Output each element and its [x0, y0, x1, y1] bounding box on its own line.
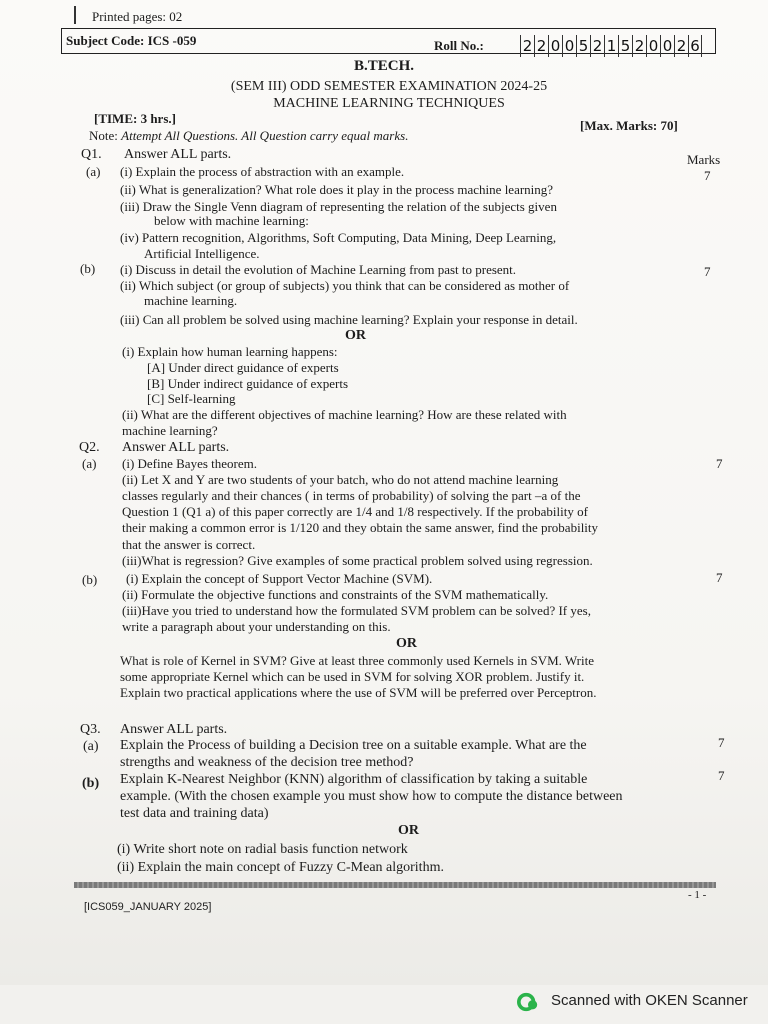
q2a-label: (a) — [82, 456, 97, 471]
roll-digit: 5 — [618, 35, 632, 57]
q3a-label: (a) — [83, 739, 99, 754]
note-text: Attempt All Questions. All Question carry equal marks. — [121, 128, 409, 143]
roll-digit: 0 — [646, 35, 660, 57]
q1a-i: (i) Explain the process of abstraction with an example. — [120, 164, 405, 179]
q1-or-ii-line2: machine learning? — [122, 423, 218, 438]
q2b-i: (i) Explain the concept of Support Vector Machine (SVM). — [126, 571, 433, 586]
q2a-marks: 7 — [716, 456, 723, 471]
q2-or-line1: What is role of Kernel in SVM? Give at least three commonly used Kernels in SVM. Write — [120, 653, 594, 668]
roll-digit: 1 — [604, 35, 618, 57]
roll-digit: 2 — [534, 35, 548, 57]
q3-or-i: (i) Write short note on radial basis function network — [117, 842, 408, 857]
q3b-marks: 7 — [718, 768, 725, 783]
q3a-marks: 7 — [718, 735, 725, 750]
q1-or-i: (i) Explain how human learning happens: — [122, 344, 338, 359]
roll-label: Roll No.: — [434, 38, 484, 53]
q2b-ii: (ii) Formulate the objective functions and constraints of the SVM mathematically. — [122, 587, 549, 602]
subject-code: Subject Code: ICS -059 — [66, 33, 197, 48]
time-label: [TIME: 3 hrs.] — [94, 111, 176, 126]
q2b-marks: 7 — [716, 570, 723, 585]
q3b-label: (b) — [82, 776, 100, 791]
scanner-logo-icon — [517, 991, 539, 1013]
marks-heading: Marks — [687, 152, 721, 167]
roll-digit: 0 — [660, 35, 674, 57]
printed-pages: Printed pages: 02 — [92, 9, 183, 24]
roll-digit: 5 — [576, 35, 590, 57]
q1a-iii-line1: (iii) Draw the Single Venn diagram of representing the relation of the subjects given — [120, 199, 557, 214]
q2a-i: (i) Define Bayes theorem. — [122, 456, 258, 471]
q2b-iii-line1: (iii)Have you tried to understand how the formulated SVM problem can be solved? If yes, — [122, 603, 591, 618]
q1-or-c: [C] Self-learning — [147, 391, 236, 406]
roll-digit: 0 — [562, 35, 576, 57]
q2a-ii-line3: Question 1 (Q1 a) of this paper correctly are 1/4 and 1/8 respectively. If the probability of — [122, 504, 588, 519]
q2-number: Q2. — [79, 440, 100, 455]
max-marks: [Max. Marks: 70] — [580, 118, 678, 133]
q1-intro: Answer ALL parts. — [124, 147, 232, 162]
roll-digit: 6 — [688, 35, 702, 57]
q3-intro: Answer ALL parts. — [120, 722, 228, 737]
q3b-line2: example. (With the chosen example you must show how to compute the distance between — [120, 789, 623, 804]
roll-digit: 2 — [674, 35, 688, 57]
q1a-label: (a) — [86, 164, 101, 179]
q2b-label: (b) — [82, 572, 98, 587]
q1a-ii: (ii) What is generalization? What role does it play in the process machine learning? — [120, 182, 554, 197]
q2-or: OR — [396, 636, 417, 651]
footer-rule — [74, 882, 716, 888]
q1a-marks: 7 — [704, 168, 711, 183]
course-title: MACHINE LEARNING TECHNIQUES — [273, 96, 505, 111]
q2b-iii-line2: write a paragraph about your understanding on this. — [122, 619, 391, 634]
q3a-line1: Explain the Process of building a Decision tree on a suitable example. What are the — [120, 738, 587, 753]
q1b-ii-line1: (ii) Which subject (or group of subjects) you think that can be considered as mother of — [120, 278, 570, 293]
q1a-iv-line1: (iv) Pattern recognition, Algorithms, Soft Computing, Data Mining, Deep Learning, — [120, 230, 557, 245]
q1b-marks: 7 — [704, 264, 711, 279]
q1-or-b: [B] Under indirect guidance of experts — [147, 376, 349, 391]
q2-intro: Answer ALL parts. — [122, 440, 230, 455]
roll-digit: 0 — [548, 35, 562, 57]
degree-title: B.TECH. — [353, 58, 414, 74]
q3-number: Q3. — [80, 722, 101, 737]
q3-or-ii: (ii) Explain the main concept of Fuzzy C-Mean algorithm. — [117, 860, 444, 875]
page-number: - 1 - — [688, 889, 707, 901]
q1a-iii-line2: below with machine learning: — [154, 213, 309, 228]
exam-title: (SEM III) ODD SEMESTER EXAMINATION 2024-25 — [230, 79, 548, 94]
margin-stroke — [74, 6, 76, 24]
q2-or-line3: Explain two practical applications where the use of SVM will be preferred over Perceptron. — [120, 685, 597, 700]
roll-digit: 2 — [590, 35, 604, 57]
q2a-ii-line1: (ii) Let X and Y are two students of your batch, who do not attend machine learning — [122, 472, 559, 487]
q1b-ii-line2: machine learning. — [144, 293, 238, 308]
q2a-ii-line5: that the answer is correct. — [122, 537, 256, 552]
roll-number-boxes — [520, 35, 702, 57]
q1b-iii: (iii) Can all problem be solved using machine learning? Explain your response in detail. — [120, 312, 578, 327]
q1a-iv-line2: Artificial Intelligence. — [144, 246, 260, 261]
q1-or-ii-line1: (ii) What are the different objectives of machine learning? How are these related with — [122, 407, 567, 422]
roll-digit: 2 — [632, 35, 646, 57]
note-label: Note: — [89, 128, 118, 143]
q2-or-line2: some appropriate Kernel which can be used in SVM for solving XOR problem. Justify it. — [120, 669, 585, 684]
q3-or: OR — [398, 823, 419, 838]
q1b-label: (b) — [80, 261, 96, 276]
q1b-i: (i) Discuss in detail the evolution of Machine Learning from past to present. — [120, 262, 517, 277]
q3a-line2: strengths and weakness of the decision tree method? — [120, 755, 414, 770]
note — [89, 128, 408, 143]
q1-number: Q1. — [81, 147, 102, 162]
q1-or: OR — [345, 328, 366, 343]
q2a-ii-line2: classes regularly and their chances ( in terms of probability) of solving the part –a of the — [122, 488, 581, 503]
q1-or-a: [A] Under direct guidance of experts — [147, 360, 339, 375]
q2a-iii: (iii)What is regression? Give examples of some practical problem solved using regression. — [122, 553, 593, 568]
q3b-line3: test data and training data) — [120, 806, 269, 821]
q2a-ii-line4: their making a common error is 1/120 and they obtain the same answer, find the probability — [122, 520, 599, 535]
q3b-line1: Explain K-Nearest Neighbor (KNN) algorithm of classification by taking a suitable — [120, 772, 588, 787]
scanner-watermark: Scanned with OKEN Scanner — [551, 992, 748, 1009]
roll-digit: 2 — [520, 35, 534, 57]
paper-code: [ICS059_JANUARY 2025] — [84, 901, 212, 913]
